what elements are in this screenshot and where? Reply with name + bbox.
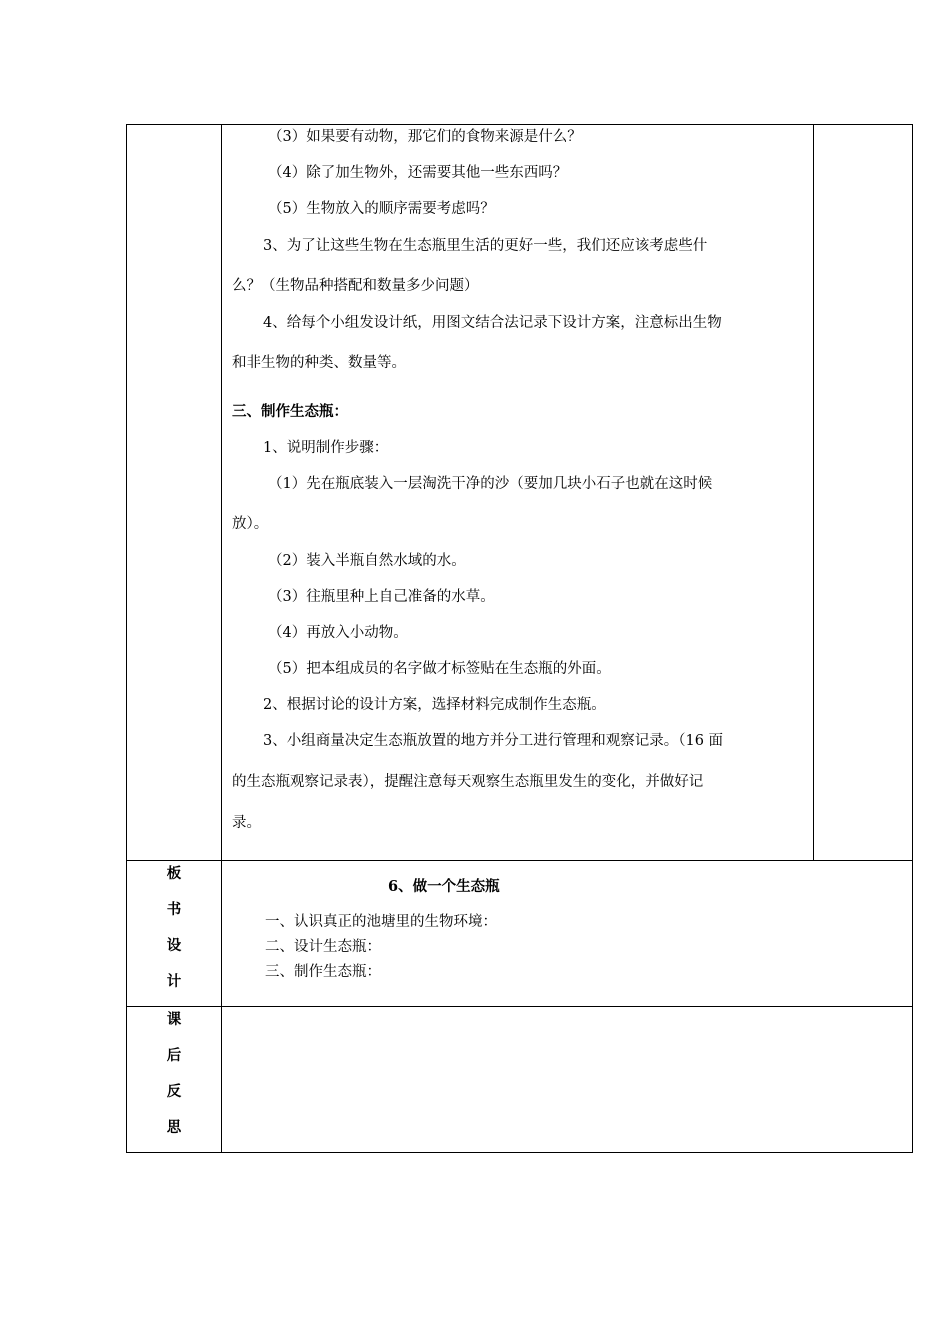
reflection-label-char: 思 — [166, 1119, 182, 1136]
board-design-label-char: 书 — [166, 901, 182, 918]
board-design-label-char: 板 — [166, 865, 182, 882]
reflection-label-char: 后 — [166, 1047, 182, 1064]
table-border-bottom — [126, 1152, 913, 1153]
reflection-label-char: 课 — [166, 1011, 182, 1028]
reflection-label-char: 反 — [166, 1083, 182, 1100]
table-column-divider — [221, 124, 222, 1153]
content-line: （4）除了加生物外，还需要其他一些东西吗？ — [268, 165, 568, 181]
board-design-title: 6、做一个生态瓶 — [388, 878, 500, 895]
content-line: 录。 — [232, 815, 261, 831]
content-line: （3）往瓶里种上自己准备的水草。 — [268, 589, 495, 605]
content-line: （5）把本组成员的名字做才标签贴在生态瓶的外面。 — [268, 661, 611, 677]
content-line: （5）生物放入的顺序需要考虑吗？ — [268, 201, 495, 217]
section-heading: 三、制作生态瓶： — [232, 403, 348, 420]
board-design-item: 二、设计生态瓶： — [265, 939, 381, 955]
content-line: 3、为了让这些生物在生态瓶里生活的更好一些，我们还应该考虑些什 — [263, 238, 708, 254]
board-design-label-char: 计 — [166, 973, 182, 990]
board-design-item: 三、制作生态瓶： — [265, 964, 381, 980]
content-line: 1、说明制作步骤： — [263, 440, 389, 456]
board-design-label-char: 设 — [166, 937, 182, 954]
table-border-right — [912, 124, 913, 1153]
content-line: 么？（生物品种搭配和数量多少问题） — [232, 278, 479, 294]
content-line: 2、根据讨论的设计方案，选择材料完成制作生态瓶。 — [263, 697, 606, 713]
content-line: （2）装入半瓶自然水域的水。 — [268, 553, 466, 569]
board-design-item: 一、认识真正的池塘里的生物环境： — [265, 914, 497, 930]
content-line: 的生态瓶观察记录表），提醒注意每天观察生态瓶里发生的变化，并做好记 — [232, 774, 704, 790]
content-line: 放）。 — [232, 516, 269, 532]
content-line: 和非生物的种类、数量等。 — [232, 355, 406, 371]
content-line: （4）再放入小动物。 — [268, 625, 408, 641]
table-row-divider-board — [126, 860, 913, 861]
content-line: 4、给每个小组发设计纸，用图文结合法记录下设计方案，注意标出生物 — [263, 315, 722, 331]
reflection-content-area — [222, 1007, 912, 1152]
content-line: （3）如果要有动物，那它们的食物来源是什么？ — [268, 129, 582, 145]
content-line: （1）先在瓶底装入一层淘洗干净的沙（要加几块小石子也就在这时候 — [268, 476, 713, 492]
table-border-top — [126, 124, 913, 125]
content-line: 3、小组商量决定生态瓶放置的地方并分工进行管理和观察记录。（16 面 — [263, 733, 724, 749]
table-border-left — [126, 124, 127, 1153]
table-notes-column-divider — [813, 124, 814, 860]
